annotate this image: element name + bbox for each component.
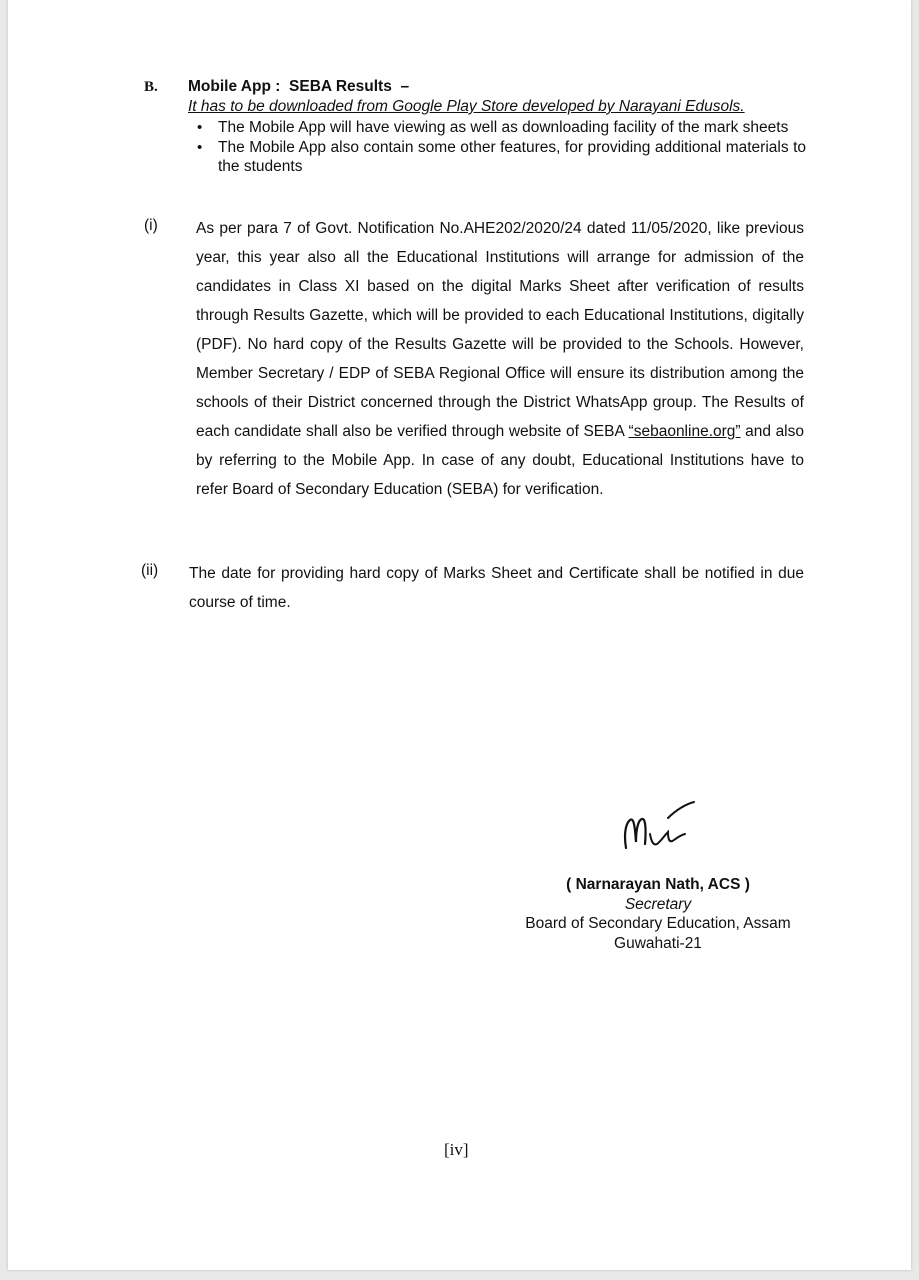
section-b-title xyxy=(188,78,409,96)
signatory-name: ( Narnarayan Nath, ACS ) xyxy=(566,876,750,893)
signature-image xyxy=(608,790,718,860)
bullet-item: • The Mobile App will have viewing as well as downloading facility of the mark sheets xyxy=(191,118,806,138)
section-b-label: B. xyxy=(144,79,158,95)
app-name: SEBA Results xyxy=(289,78,392,95)
para-i-number: (i) xyxy=(144,217,158,234)
para-i-body: As per para 7 of Govt. Notification No.AHE202/2020/24 dated 11/05/2020, like previous year, this year also all the Educational Institutions will arrange for admission of the candidates in Class XI based on the digital Marks Sheet after verification of results through Results Gazette, which will be provided to each Educational Institutions, digitally (PDF). No hard copy of the Results Gazette will be provided to the Schools. However, Member Secretary / EDP of SEBA Regional Office will ensure its distribution among the schools of their District concerned through the District WhatsApp group. The Results of each candidate shall also be verified through website of SEBA xyxy=(196,220,804,440)
section-b-subtitle: It has to be downloaded from Google Play Store developed by Narayani Edusols. xyxy=(188,98,745,115)
signatory-organization: Board of Secondary Education, Assam xyxy=(525,915,791,932)
para-ii-number: (ii) xyxy=(141,562,159,579)
para-i-text xyxy=(196,214,804,504)
signature-block xyxy=(508,875,808,953)
para-ii-text: The date for providing hard copy of Marks Sheet and Certificate shall be notified in due course of time. xyxy=(189,565,804,611)
document-page xyxy=(8,0,911,1270)
page-number: [iv] xyxy=(444,1140,469,1159)
title-dash: – xyxy=(400,78,410,95)
seba-website-link[interactable]: “sebaonline.org” xyxy=(628,423,741,440)
signatory-place: Guwahati-21 xyxy=(614,934,702,952)
section-b-bullet-list xyxy=(191,118,806,177)
signatory-designation: Secretary xyxy=(624,895,692,913)
para-i-body-end: and also by referring to the Mobile App. In case of any doubt, Educational Institutions have to refer Board of Secondary Education (SEBA) for verification. xyxy=(196,423,804,498)
title-prefix: Mobile App : xyxy=(188,78,281,95)
bullet-item: • The Mobile App also contain some other features, for providing additional materials to the students xyxy=(191,138,806,177)
